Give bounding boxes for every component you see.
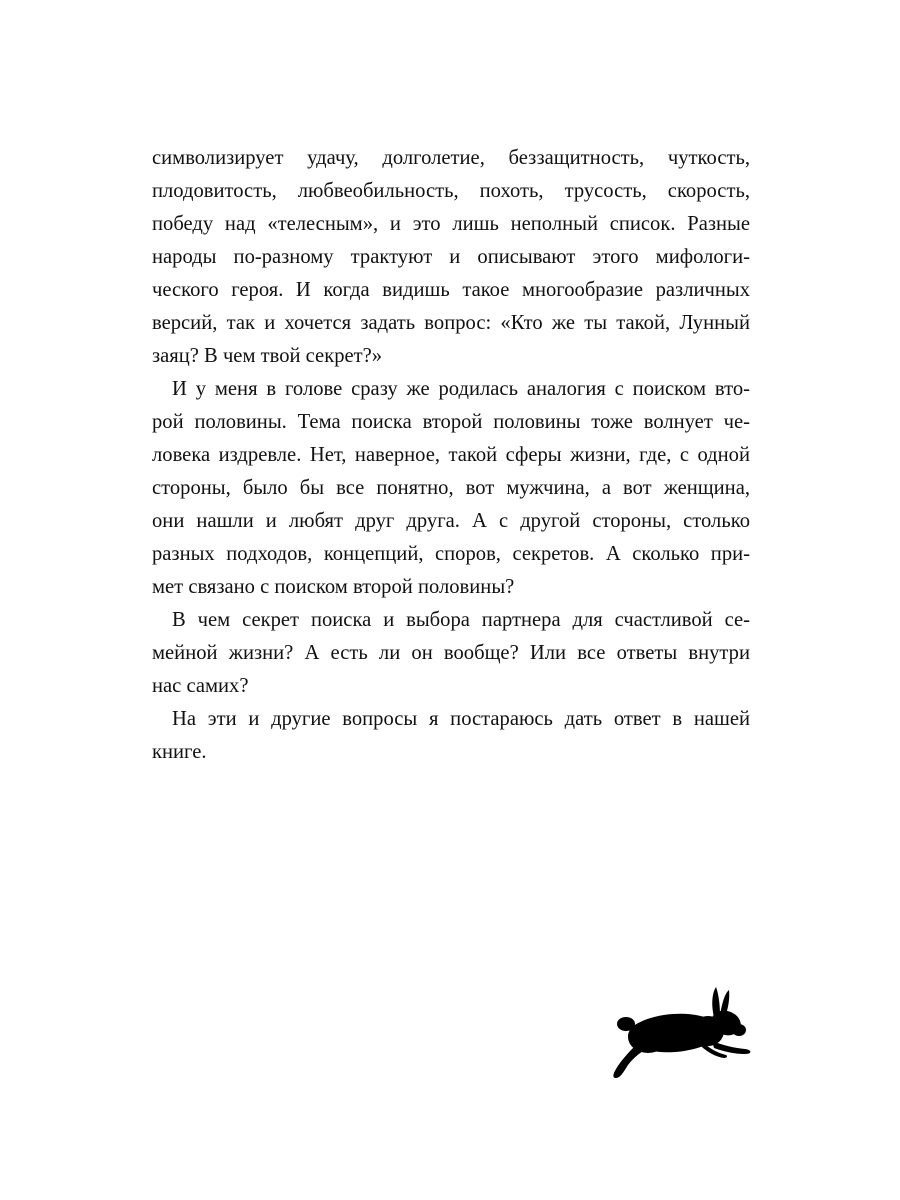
text-line: ческого героя. И когда видишь такое многообразие различных (152, 279, 750, 301)
text-line: рой половины. Тема поиска второй половины тоже волнует че- (152, 411, 750, 433)
text-line: заяц? В чем твой секрет?» (152, 345, 383, 367)
text-line: плодовитость, любвеобильность, похоть, трусость, скорость, (152, 180, 750, 202)
text-line: И у меня в голове сразу же родилась аналогия с поиском вто- (172, 378, 750, 400)
text-line: книге. (152, 741, 207, 763)
text-line: В чем секрет поиска и выбора партнера для счастливой се- (172, 609, 750, 631)
text-line: разных подходов, концепций, споров, секретов. А сколько при- (152, 543, 750, 565)
text-line: они нашли и любят друг друга. А с другой стороны, столько (152, 510, 750, 532)
text-line: победу над «телесным», и это лишь неполный список. Разные (152, 213, 750, 235)
text-line: На эти и другие вопросы я постараюсь дать ответ в нашей (172, 708, 750, 730)
text-line: версий, так и хочется задать вопрос: «Кто же ты такой, Лунный (152, 312, 750, 334)
text-line: стороны, было бы все понятно, вот мужчина, а вот женщина, (152, 477, 750, 499)
book-page-text (152, 142, 750, 769)
text-line: народы по-разному трактуют и описывают этого мифологи- (152, 246, 750, 268)
text-line: мейной жизни? А есть ли он вообще? Или все ответы внутри (152, 642, 750, 664)
text-line: символизирует удачу, долголетие, беззащитность, чуткость, (152, 147, 750, 169)
text-line: нас самих? (152, 675, 249, 697)
text-line: мет связано с поиском второй половины? (152, 576, 515, 598)
running-rabbit-icon (608, 985, 754, 1081)
text-line: ловека издревле. Нет, наверное, такой сферы жизни, где, с одной (152, 444, 750, 466)
